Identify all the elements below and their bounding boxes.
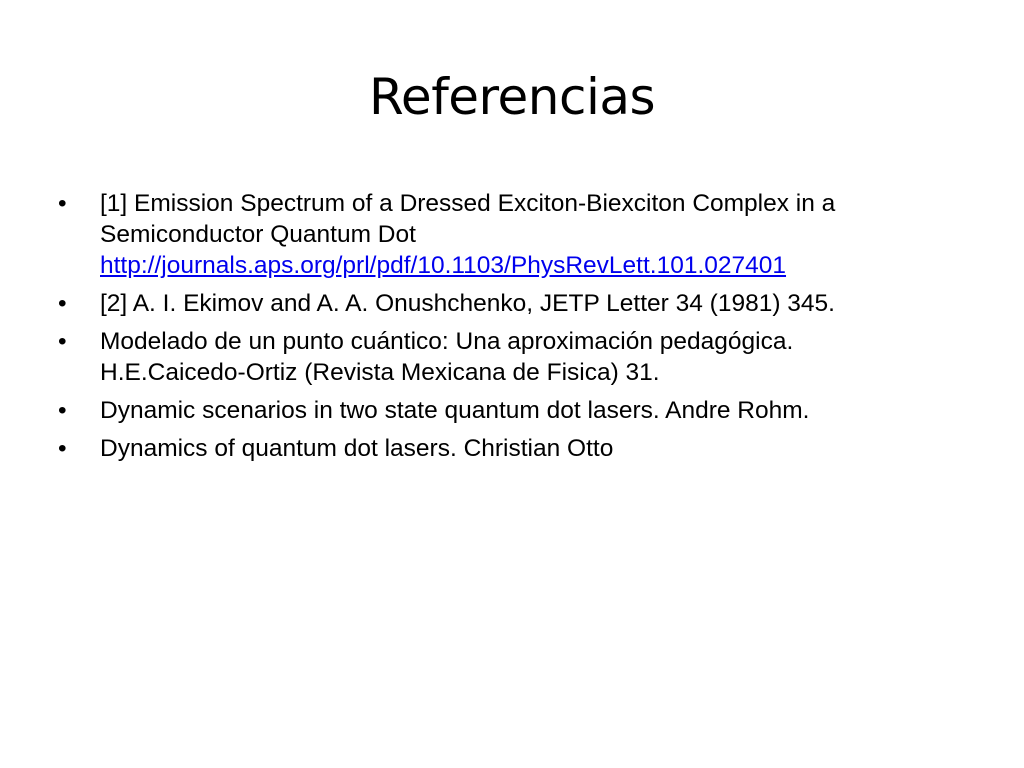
reference-2-line-1: [2] A. I. Ekimov and A. A. Onushchenko, JETP Letter 34 (1981) 345. [100,290,835,317]
bullet-icon: • [58,328,67,355]
reference-1-line-1: [1] Emission Spectrum of a Dressed Exciton-Biexciton Complex in a [100,190,836,217]
reference-3-line-1: Modelado de un punto cuántico: Una aproximación pedagógica. [100,328,794,355]
reference-item-2 [58,288,978,319]
reference-item-4 [58,395,978,426]
reference-4-line-1: Dynamic scenarios in two state quantum dot lasers. Andre Rohm. [100,397,810,424]
bullet-icon: • [58,435,67,462]
reference-list [58,188,978,471]
bullet-icon: • [58,290,67,317]
reference-item-3 [58,326,978,388]
reference-5-line-1: Dynamics of quantum dot lasers. Christian Otto [100,435,614,462]
reference-1-line-2: Semiconductor Quantum Dot [100,221,416,248]
slide-title: Referencias [368,68,656,126]
reference-3-line-2: H.E.Caicedo-Ortiz (Revista Mexicana de Fisica) 31. [100,359,660,386]
reference-item-1 [58,188,978,281]
reference-1-link[interactable]: http://journals.aps.org/prl/pdf/10.1103/PhysRevLett.101.027401 [100,252,787,279]
bullet-icon: • [58,190,67,217]
reference-item-5 [58,433,978,464]
bullet-icon: • [58,397,67,424]
